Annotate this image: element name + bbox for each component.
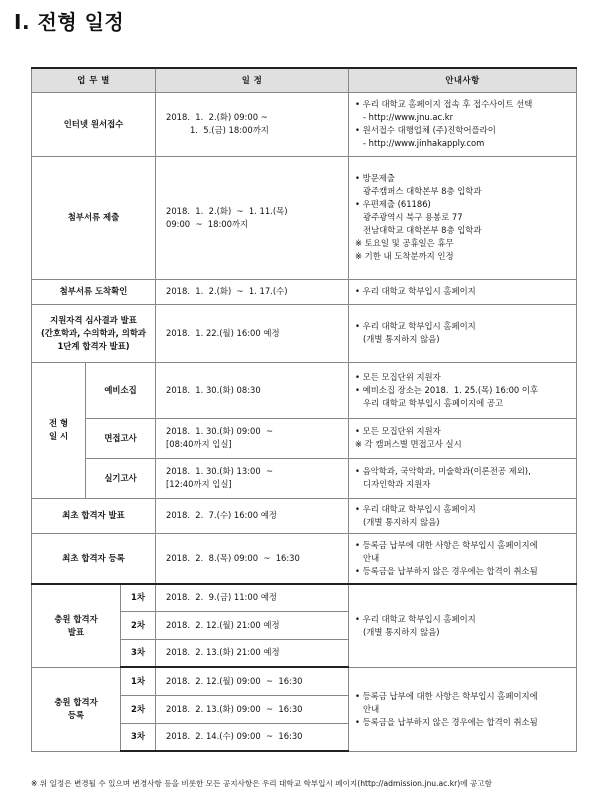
row-note-final-announce: • 우리 대학교 학부입시 홈페이지 (개별 통지하지 않음) [349,498,577,533]
row-label-preliminary: 예비소집 [86,362,156,418]
round-label: 3차 [121,723,156,751]
row-label-internet: 인터넷 원서접수 [32,92,156,156]
round-label: 2차 [121,611,156,639]
round-label: 1차 [121,667,156,695]
round-label: 3차 [121,639,156,667]
row-date-submit-docs: 2018. 1. 2.(화) ~ 1. 11.(목) 09:00 ~ 18:00까지 [156,156,349,279]
header-schedule: 일 정 [156,68,349,92]
row-note-submit-docs: • 방문제출 광주캠퍼스 대학본부 8층 입학과 • 우편제출 (61186) 광주광역시 북구 용봉로 77 전남대학교 대학본부 8층 입학과 ※ 토요일 및 공휴일은 휴무 ※ 기한 내 도착분까지 인정 [349,156,577,279]
row-label-add-register: 충원 합격자 등록 [32,667,121,751]
row-label-submit-docs: 첨부서류 제출 [32,156,156,279]
round-label: 2차 [121,695,156,723]
schedule-table [31,67,577,752]
row-date-check-docs: 2018. 1. 2.(화) ~ 1. 17.(수) [156,279,349,304]
round-date: 2018. 2. 9.(금) 11:00 예정 [156,584,349,611]
row-label-final-announce: 최초 합격자 발표 [32,498,156,533]
row-note-practical: • 음악학과, 국악학과, 미술학과(이론전공 제외), 디자인학과 지원자 [349,458,577,498]
row-note-interview: • 모든 모집단위 지원자 ※ 각 캠퍼스별 면접고사 실시 [349,418,577,458]
row-label-qualification: 지원자격 심사결과 발표 (간호학과, 수의학과, 의학과 1단계 합격자 발표) [32,304,156,362]
row-label-final-register: 최초 합격자 등록 [32,533,156,584]
row-date-internet: 2018. 1. 2.(화) 09:00 ~ 1. 5.(금) 18:00까지 [156,92,349,156]
round-date: 2018. 2. 12.(월) 21:00 예정 [156,611,349,639]
row-date-practical: 2018. 1. 30.(화) 13:00 ~ [12:40까지 입실] [156,458,349,498]
row-note-internet: • 우리 대학교 홈페이지 접속 후 접수사이트 선택 - http://www.jnu.ac.kr • 원서접수 대행업체 (주)진학어플라이 - http://www.jinhakapply.com [349,92,577,156]
header-notes: 안내사항 [349,68,577,92]
round-date: 2018. 2. 14.(수) 09:00 ~ 16:30 [156,723,349,751]
page-title: Ⅰ. 전형 일정 [14,10,125,34]
row-note-preliminary: • 모든 모집단위 지원자 • 예비소집 장소는 2018. 1. 25.(목) 16:00 이후 우리 대학교 학부입시 홈페이지에 공고 [349,362,577,418]
footnote: ※ 위 일정은 변경될 수 있으며 변경사항 등을 비롯한 모든 공지사항은 우리 대학교 학부입시 페이지(http://admission.jnu.ac.kr)에 공고함 [31,779,492,788]
row-date-qualification: 2018. 1. 22.(월) 16:00 예정 [156,304,349,362]
row-label-exam-group: 전 형 일 시 [32,362,86,498]
row-note-qualification: • 우리 대학교 학부입시 홈페이지 (개별 통지하지 않음) [349,304,577,362]
row-label-add-announce: 충원 합격자 발표 [32,584,121,667]
row-label-interview: 면접고사 [86,418,156,458]
row-note-add-register: • 등록금 납부에 대한 사항은 학부입시 홈페이지에 안내 • 등록금을 납부하지 않은 경우에는 합격이 취소됨 [349,667,577,751]
row-date-preliminary: 2018. 1. 30.(화) 08:30 [156,362,349,418]
row-note-add-announce: • 우리 대학교 학부입시 홈페이지 (개별 통지하지 않음) [349,584,577,667]
round-date: 2018. 2. 13.(화) 21:00 예정 [156,639,349,667]
row-label-check-docs: 첨부서류 도착확인 [32,279,156,304]
round-label: 1차 [121,584,156,611]
header-task: 업 무 별 [32,68,156,92]
row-note-final-register: • 등록금 납부에 대한 사항은 학부입시 홈페이지에 안내 • 등록금을 납부하지 않은 경우에는 합격이 취소됨 [349,533,577,584]
round-date: 2018. 2. 13.(화) 09:00 ~ 16:30 [156,695,349,723]
row-label-practical: 실기고사 [86,458,156,498]
row-date-final-register: 2018. 2. 8.(목) 09:00 ~ 16:30 [156,533,349,584]
row-date-interview: 2018. 1. 30.(화) 09:00 ~ [08:40까지 입실] [156,418,349,458]
round-date: 2018. 2. 12.(월) 09:00 ~ 16:30 [156,667,349,695]
row-note-check-docs: • 우리 대학교 학부입시 홈페이지 [349,279,577,304]
row-date-final-announce: 2018. 2. 7.(수) 16:00 예정 [156,498,349,533]
